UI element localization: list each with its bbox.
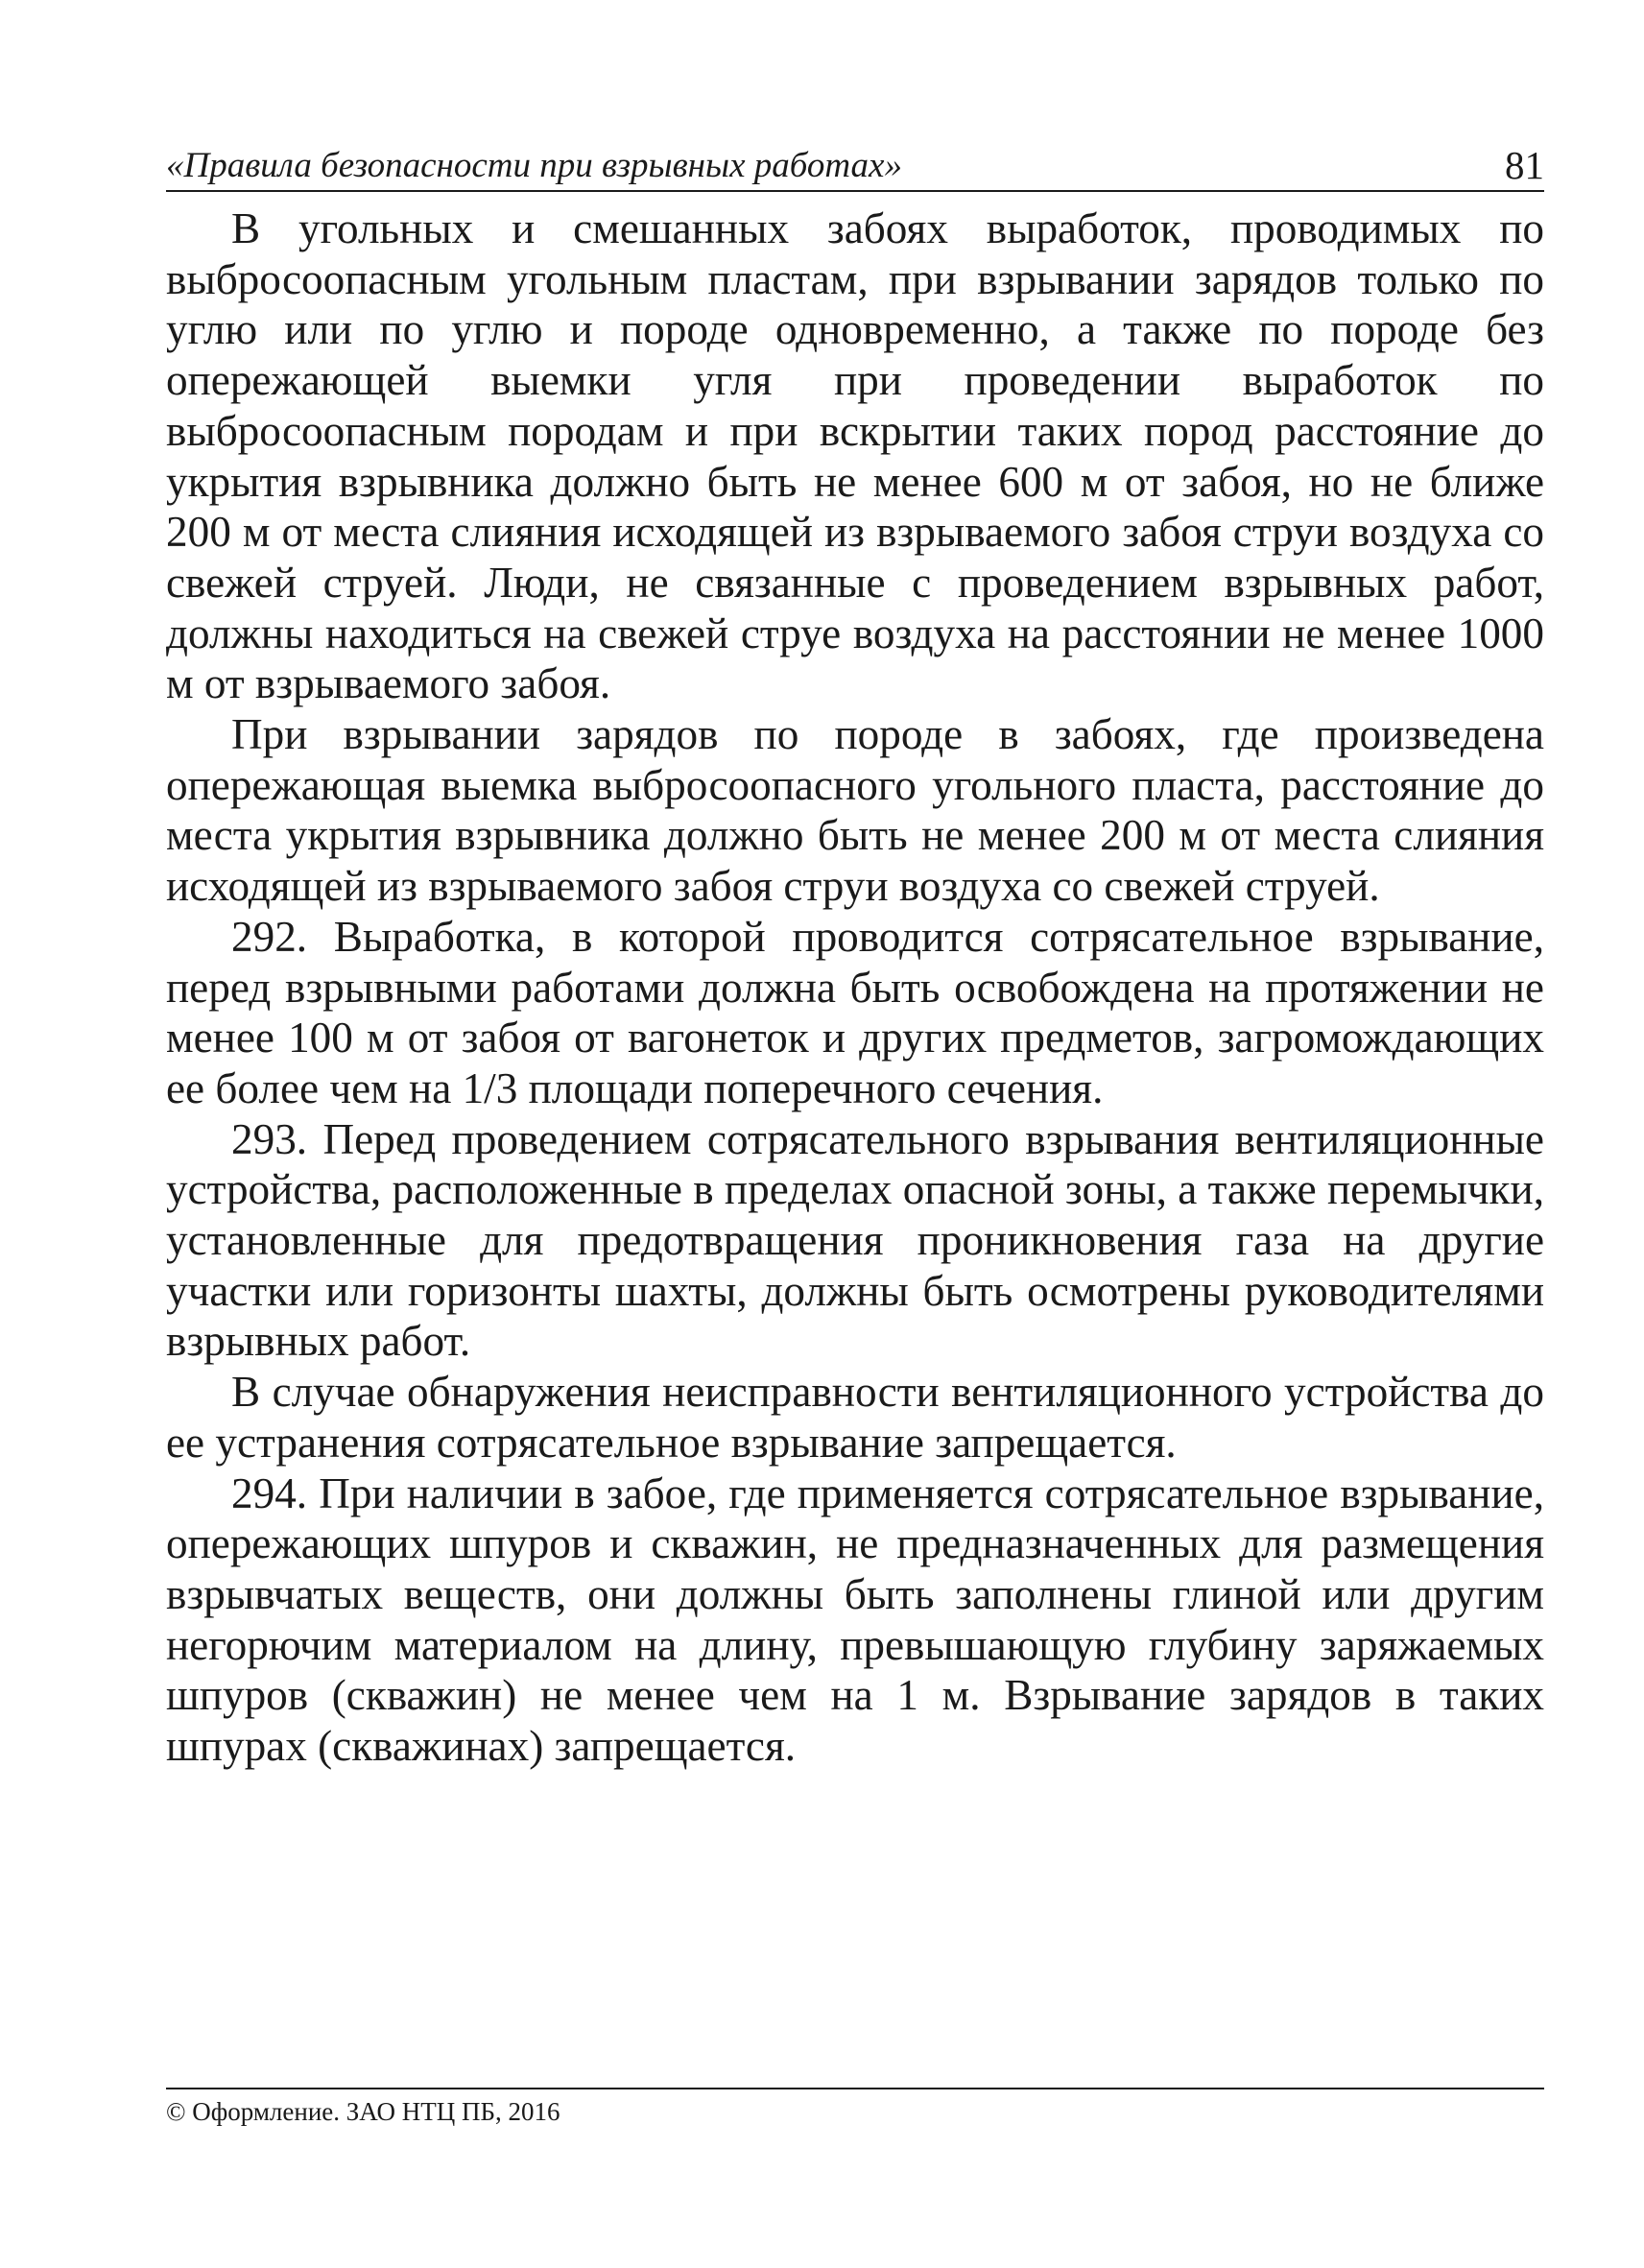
page-footer bbox=[166, 2088, 1544, 2127]
page-number: 81 bbox=[1505, 143, 1544, 187]
paragraph: В угольных и смешанных забоях выработок, проводимых по выбросоопасным угольным пластам, при взрывании зарядов только по углю или по углю и породе одновременно, а также по породе без опережающей выемки угля при проведении выработок по выбросоопасным породам и при вскрытии таких пород расстояние до укрытия взрывника должно быть не менее 600 м от забоя, но не ближе 200 м от места слияния исходящей из взрываемого забоя струи воздуха со свежей струей. Люди, не связанные с проведением взрывных работ, должны находиться на свежей струе воздуха на расстоянии не менее 1000 м от взрываемого забоя. bbox=[166, 204, 1544, 708]
body-text bbox=[166, 203, 1544, 1772]
copyright-notice: © Оформление. ЗАО НТЦ ПБ, 2016 bbox=[166, 2097, 560, 2126]
running-title: «Правила безопасности при взрывных работах» bbox=[166, 146, 902, 185]
paragraph-294: 294. При наличии в забое, где применяется сотрясательное взрывание, опережающих шпуров и скважин, не предназначенных для размещения взрывчатых веществ, они должны быть заполнены глиной или другим негорючим материалом на длину, превышающую глубину заряжаемых шпуров (скважин) не менее чем на 1 м. Взрывание зарядов в таких шпурах (скважинах) запрещается. bbox=[166, 1468, 1544, 1771]
paragraph: В случае обнаружения неисправности вентиляционного устройства до ее устранения сотрясательное взрывание запрещается. bbox=[166, 1368, 1544, 1467]
paragraph: При взрывании зарядов по породе в забоях, где произведена опережающая выемка выбросоопасного угольного пласта, расстояние до места укрытия взрывника должно быть не менее 200 м от места слияния исходящей из взрываемого забоя струи воздуха со свежей струей. bbox=[166, 710, 1544, 911]
paragraph-293: 293. Перед проведением сотрясательного взрывания вентиляционные устройства, расположенные в пределах опасной зоны, а также перемычки, установленные для предотвращения проникновения газа на другие участки или горизонты шахты, должны быть осмотрены руководителями взрывных работ. bbox=[166, 1114, 1544, 1366]
page-header bbox=[166, 136, 1544, 192]
paragraph-292: 292. Выработка, в которой проводится сотрясательное взрывание, перед взрывными работами должна быть освобождена на протяжении не менее 100 м от забоя от вагонеток и других предметов, загромождающих ее более чем на 1/3 площади поперечного сечения. bbox=[166, 912, 1544, 1112]
